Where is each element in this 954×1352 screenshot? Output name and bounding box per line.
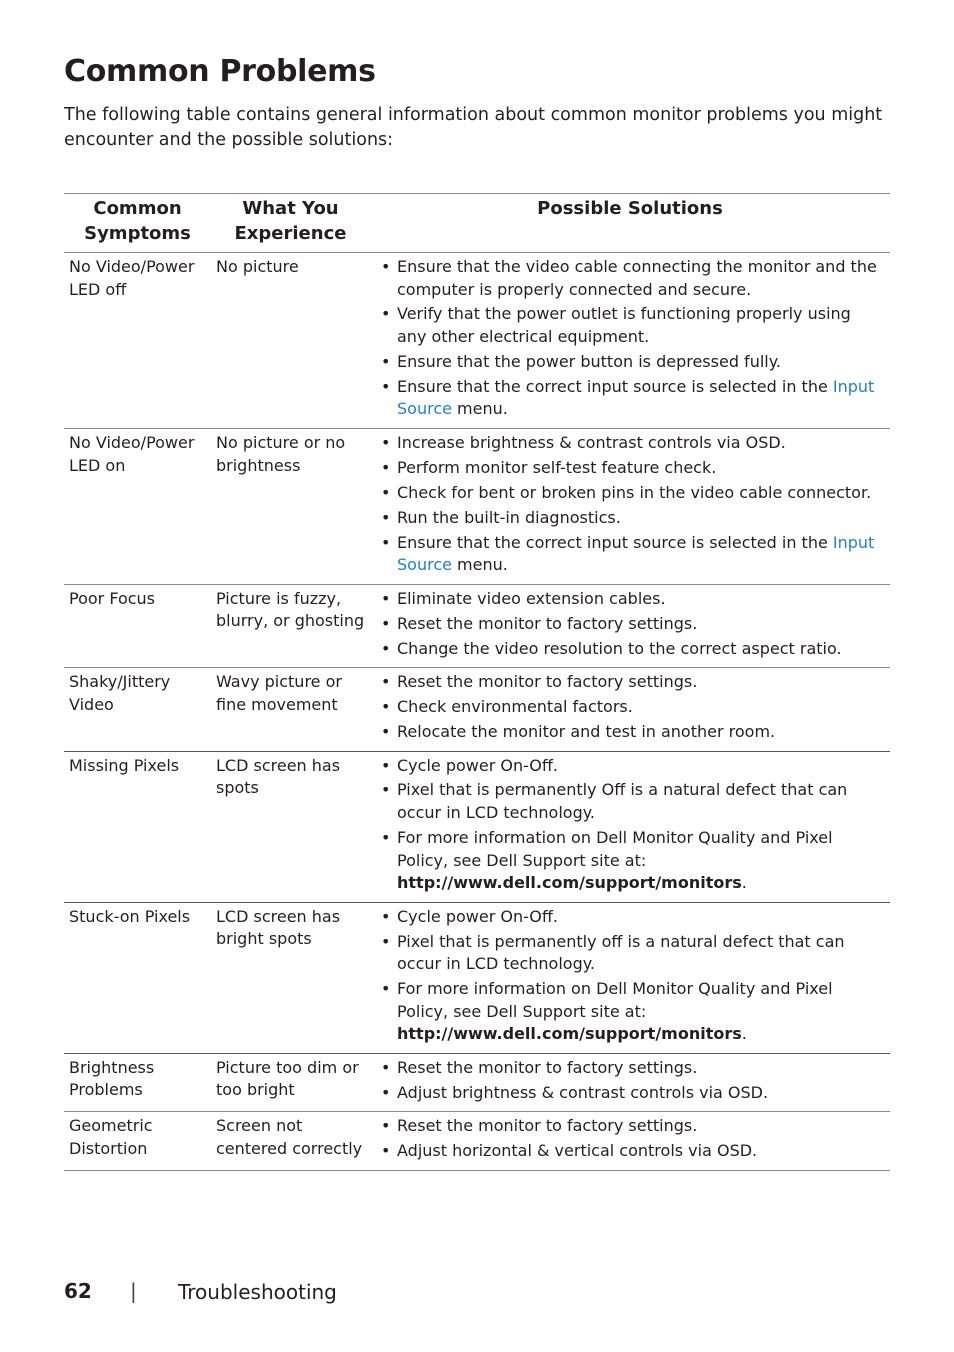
symptom-cell: No Video/Power LED off (64, 253, 211, 429)
table-body (64, 253, 890, 1171)
experience-cell: No picture or no brightness (211, 429, 370, 585)
bullet-icon: • (381, 507, 391, 527)
experience-cell: LCD screen has spots (211, 751, 370, 902)
solutions-list (375, 1115, 885, 1162)
solutions-cell (370, 429, 890, 585)
solution-item (375, 696, 885, 719)
solutions-list (375, 256, 885, 421)
bullet-icon: • (381, 351, 391, 371)
table-header-row (64, 194, 890, 253)
solutions-list (375, 906, 885, 1046)
solutions-cell (370, 751, 890, 902)
solution-item (375, 303, 885, 348)
solution-text: Reset the monitor to factory settings. (397, 1057, 698, 1077)
bullet-icon: • (381, 931, 391, 951)
dell-support-url[interactable]: http://www.dell.com/support/monitors (397, 1024, 742, 1044)
bullet-icon: • (381, 433, 391, 453)
experience-cell: Picture too dim or too bright (211, 1053, 370, 1111)
header-possible-solutions: Possible Solutions (370, 194, 890, 253)
solutions-cell (370, 1053, 890, 1111)
solutions-cell (370, 253, 890, 429)
bullet-icon: • (381, 672, 391, 692)
intro-paragraph: The following table contains general information about common monitor problems you might encounter and the possible solutions: (64, 105, 883, 150)
table-row (64, 751, 890, 902)
experience-cell: No picture (211, 253, 370, 429)
bullet-icon: • (381, 979, 391, 999)
common-problems-table (64, 193, 890, 1171)
table-row (64, 253, 890, 429)
solution-item (375, 432, 885, 455)
symptom-cell: Missing Pixels (64, 751, 211, 902)
solutions-cell (370, 584, 890, 667)
input-source-link[interactable]: Input Source (397, 376, 875, 419)
solution-item (375, 779, 885, 824)
solution-text: Cycle power On-Off. (397, 906, 559, 926)
solution-text: menu. (451, 555, 508, 575)
bullet-icon: • (381, 697, 391, 717)
solution-text: Increase brightness & contrast controls via OSD. (397, 433, 786, 453)
bullet-icon: • (381, 638, 391, 658)
solution-text: Relocate the monitor and test in another room. (397, 721, 776, 741)
solution-text: . (741, 1024, 747, 1044)
solution-text: For more information on Dell Monitor Quality and Pixel Policy, see Dell Support site at: (397, 979, 833, 1021)
symptom-cell: Geometric Distortion (64, 1112, 211, 1170)
dell-support-url[interactable]: http://www.dell.com/support/monitors (397, 873, 742, 893)
solution-item (375, 482, 885, 505)
footer-separator: | (130, 1279, 137, 1303)
bullet-icon: • (381, 482, 391, 502)
solution-text: Ensure that the correct input source is selected in the (397, 376, 833, 396)
solutions-cell (370, 902, 890, 1053)
solution-text: Pixel that is permanently off is a natural defect that can occur in LCD technology. (397, 931, 845, 974)
solution-item (375, 671, 885, 694)
bullet-icon: • (381, 376, 391, 396)
solution-text: Check for bent or broken pins in the video cable connector. (397, 482, 872, 502)
solution-text: menu. (451, 399, 508, 419)
solution-item (375, 613, 885, 636)
solutions-list (375, 755, 885, 895)
solution-text: Reset the monitor to factory settings. (397, 613, 698, 633)
table-row (64, 584, 890, 667)
bullet-icon: • (381, 257, 391, 276)
table-row (64, 1112, 890, 1170)
bullet-icon: • (381, 827, 391, 847)
bullet-icon: • (381, 780, 391, 800)
experience-cell: Picture is fuzzy, blurry, or ghosting (211, 584, 370, 667)
solution-item (375, 532, 885, 577)
solution-item (375, 1140, 885, 1163)
input-source-link[interactable]: Input Source (397, 532, 875, 575)
solution-text: Ensure that the correct input source is selected in the (397, 532, 833, 552)
solution-item (375, 457, 885, 480)
table-row (64, 902, 890, 1053)
page-title: Common Problems (64, 54, 376, 89)
bullet-icon: • (381, 1141, 391, 1161)
solution-item (375, 1082, 885, 1105)
solution-text: Perform monitor self-test feature check. (397, 457, 717, 477)
solution-item (375, 588, 885, 611)
header-common-symptoms: Common Symptoms (64, 194, 211, 253)
solution-item (375, 827, 885, 895)
solution-text: Check environmental factors. (397, 697, 633, 717)
bullet-icon: • (381, 304, 391, 324)
solution-item (375, 978, 885, 1046)
symptom-cell: Shaky/Jittery Video (64, 668, 211, 751)
solution-item (375, 256, 885, 301)
table-row (64, 429, 890, 585)
solution-text: Ensure that the power button is depressed fully. (397, 351, 781, 371)
solution-text: Verify that the power outlet is functioning properly using any other electrical equipment. (397, 304, 851, 347)
solution-text: . (741, 873, 747, 893)
bullet-icon: • (381, 906, 391, 926)
solutions-cell (370, 668, 890, 751)
symptom-cell: Poor Focus (64, 584, 211, 667)
solution-text: Cycle power On-Off. (397, 755, 559, 775)
solutions-cell (370, 1112, 890, 1170)
symptom-cell: Brightness Problems (64, 1053, 211, 1111)
bullet-icon: • (381, 1082, 391, 1102)
solution-text: Pixel that is permanently Off is a natural defect that can occur in LCD technology. (397, 780, 848, 823)
bullet-icon: • (381, 532, 391, 552)
solution-item (375, 906, 885, 929)
solution-text: For more information on Dell Monitor Quality and Pixel Policy, see Dell Support site at: (397, 827, 833, 870)
solution-text: Adjust horizontal & vertical controls via OSD. (397, 1141, 758, 1161)
bullet-icon: • (381, 755, 391, 775)
symptom-cell: Stuck-on Pixels (64, 902, 211, 1053)
footer-section-title: Troubleshooting (178, 1280, 337, 1304)
table-row (64, 1053, 890, 1111)
solution-text: Reset the monitor to factory settings. (397, 672, 698, 692)
solution-text: Eliminate video extension cables. (397, 588, 666, 608)
solution-item (375, 931, 885, 976)
experience-cell: Wavy picture or fine movement (211, 668, 370, 751)
experience-cell: LCD screen has bright spots (211, 902, 370, 1053)
solution-item (375, 1115, 885, 1138)
solution-text: Ensure that the video cable connecting the monitor and the computer is properly connected and secure. (397, 257, 877, 299)
solution-item (375, 507, 885, 530)
solutions-list (375, 1057, 885, 1104)
bullet-icon: • (381, 1057, 391, 1077)
header-what-you-experience: What You Experience (211, 194, 370, 253)
solution-text: Adjust brightness & contrast controls via OSD. (397, 1082, 769, 1102)
solution-item (375, 1057, 885, 1080)
bullet-icon: • (381, 1116, 391, 1136)
symptom-cell: No Video/Power LED on (64, 429, 211, 585)
solution-text: Run the built-in diagnostics. (397, 507, 621, 527)
solutions-list (375, 671, 885, 743)
solutions-list (375, 432, 885, 577)
experience-cell: Screen not centered correctly (211, 1112, 370, 1170)
solution-item (375, 638, 885, 661)
solution-item (375, 351, 885, 374)
bullet-icon: • (381, 613, 391, 633)
solution-text: Reset the monitor to factory settings. (397, 1116, 698, 1136)
solution-item (375, 721, 885, 744)
solutions-list (375, 588, 885, 660)
table-row (64, 668, 890, 751)
solution-item (375, 755, 885, 778)
bullet-icon: • (381, 721, 391, 741)
bullet-icon: • (381, 457, 391, 477)
bullet-icon: • (381, 588, 391, 608)
page-number: 62 (64, 1279, 92, 1303)
solution-text: Change the video resolution to the correct aspect ratio. (397, 638, 842, 658)
solution-item (375, 376, 885, 421)
